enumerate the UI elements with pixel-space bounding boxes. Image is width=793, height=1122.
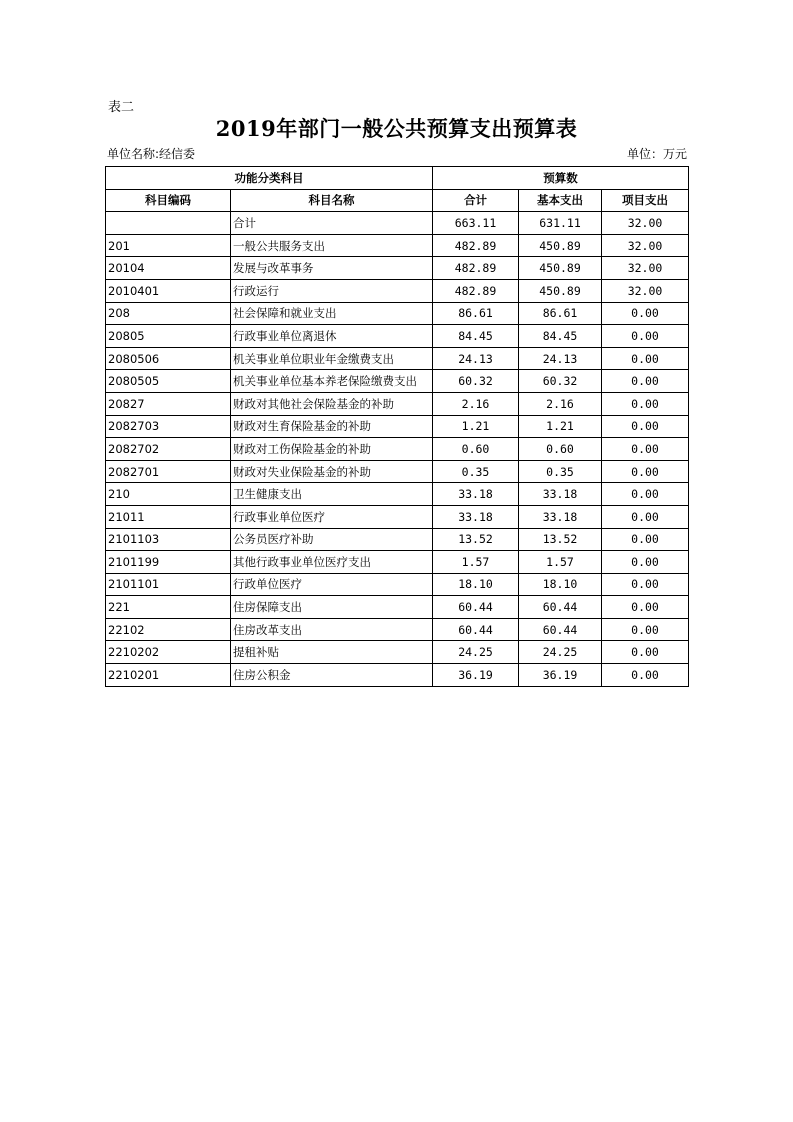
cell-basic: 631.11	[519, 212, 602, 235]
cell-project: 0.00	[602, 392, 689, 415]
cell-name: 住房改革支出	[231, 618, 433, 641]
cell-basic: 1.57	[519, 551, 602, 574]
cell-name: 财政对工伤保险基金的补助	[231, 438, 433, 461]
cell-code: 2101101	[106, 573, 231, 596]
cell-code: 2101199	[106, 551, 231, 574]
header-budget-amount: 预算数	[433, 167, 689, 190]
table-row	[106, 641, 689, 664]
cell-code	[106, 212, 231, 235]
header-functional-classification: 功能分类科目	[106, 167, 433, 190]
cell-project: 0.00	[602, 415, 689, 438]
table-row	[106, 438, 689, 461]
cell-total: 0.35	[433, 460, 519, 483]
cell-total: 36.19	[433, 664, 519, 687]
cell-project: 32.00	[602, 212, 689, 235]
table-row	[106, 325, 689, 348]
cell-total: 60.44	[433, 618, 519, 641]
cell-name: 社会保障和就业支出	[231, 302, 433, 325]
header-code: 科目编码	[106, 189, 231, 212]
page-tag: 表二	[108, 100, 135, 115]
page-title: 2019年部门一般公共预算支出预算表	[215, 116, 578, 141]
cell-name: 行政单位医疗	[231, 573, 433, 596]
cell-basic: 1.21	[519, 415, 602, 438]
table-row	[106, 347, 689, 370]
cell-total: 663.11	[433, 212, 519, 235]
cell-project: 0.00	[602, 528, 689, 551]
cell-code: 2082701	[106, 460, 231, 483]
table-row	[106, 234, 689, 257]
table-row	[106, 528, 689, 551]
cell-project: 0.00	[602, 460, 689, 483]
table-row	[106, 257, 689, 280]
cell-total: 33.18	[433, 483, 519, 506]
cell-total: 482.89	[433, 279, 519, 302]
cell-name: 发展与改革事务	[231, 257, 433, 280]
table-row	[106, 573, 689, 596]
cell-name: 机关事业单位职业年金缴费支出	[231, 347, 433, 370]
table-row	[106, 664, 689, 687]
cell-code: 20805	[106, 325, 231, 348]
cell-total: 482.89	[433, 257, 519, 280]
cell-basic: 450.89	[519, 257, 602, 280]
table-row	[106, 596, 689, 619]
cell-basic: 18.10	[519, 573, 602, 596]
cell-total: 86.61	[433, 302, 519, 325]
cell-code: 2210202	[106, 641, 231, 664]
cell-total: 24.13	[433, 347, 519, 370]
cell-project: 0.00	[602, 664, 689, 687]
cell-total: 2.16	[433, 392, 519, 415]
cell-name: 卫生健康支出	[231, 483, 433, 506]
cell-name: 行政事业单位医疗	[231, 505, 433, 528]
cell-basic: 13.52	[519, 528, 602, 551]
cell-total: 0.60	[433, 438, 519, 461]
cell-name: 行政运行	[231, 279, 433, 302]
cell-basic: 36.19	[519, 664, 602, 687]
table-row	[106, 302, 689, 325]
cell-code: 2082703	[106, 415, 231, 438]
cell-total: 33.18	[433, 505, 519, 528]
cell-name: 住房保障支出	[231, 596, 433, 619]
cell-basic: 450.89	[519, 234, 602, 257]
cell-project: 0.00	[602, 438, 689, 461]
cell-total: 24.25	[433, 641, 519, 664]
cell-code: 2101103	[106, 528, 231, 551]
cell-basic: 450.89	[519, 279, 602, 302]
cell-basic: 84.45	[519, 325, 602, 348]
cell-project: 0.00	[602, 325, 689, 348]
table-row	[106, 212, 689, 235]
cell-basic: 24.13	[519, 347, 602, 370]
cell-code: 208	[106, 302, 231, 325]
cell-total: 482.89	[433, 234, 519, 257]
budget-table	[105, 166, 689, 687]
cell-code: 2080506	[106, 347, 231, 370]
cell-code: 2082702	[106, 438, 231, 461]
table-row	[106, 483, 689, 506]
cell-basic: 60.44	[519, 596, 602, 619]
cell-basic: 0.35	[519, 460, 602, 483]
cell-code: 221	[106, 596, 231, 619]
table-row	[106, 370, 689, 393]
cell-project: 32.00	[602, 234, 689, 257]
cell-total: 60.44	[433, 596, 519, 619]
cell-basic: 33.18	[519, 483, 602, 506]
currency-unit: 单位：万元	[626, 147, 687, 161]
table-row	[106, 505, 689, 528]
cell-basic: 24.25	[519, 641, 602, 664]
cell-project: 0.00	[602, 370, 689, 393]
cell-basic: 60.44	[519, 618, 602, 641]
cell-name: 提租补贴	[231, 641, 433, 664]
cell-code: 2010401	[106, 279, 231, 302]
cell-basic: 86.61	[519, 302, 602, 325]
cell-project: 0.00	[602, 551, 689, 574]
table-row	[106, 392, 689, 415]
cell-project: 32.00	[602, 257, 689, 280]
cell-basic: 0.60	[519, 438, 602, 461]
table-row	[106, 279, 689, 302]
cell-code: 210	[106, 483, 231, 506]
cell-total: 13.52	[433, 528, 519, 551]
cell-name: 公务员医疗补助	[231, 528, 433, 551]
cell-name: 机关事业单位基本养老保险缴费支出	[231, 370, 433, 393]
table-row	[106, 551, 689, 574]
table-row	[106, 415, 689, 438]
cell-project: 0.00	[602, 618, 689, 641]
unit-name: 单位名称:经信委	[107, 147, 196, 161]
cell-code: 201	[106, 234, 231, 257]
cell-name: 行政事业单位离退休	[231, 325, 433, 348]
cell-basic: 33.18	[519, 505, 602, 528]
cell-project: 32.00	[602, 279, 689, 302]
cell-code: 21011	[106, 505, 231, 528]
cell-name: 一般公共服务支出	[231, 234, 433, 257]
cell-project: 0.00	[602, 573, 689, 596]
table-row	[106, 460, 689, 483]
cell-basic: 60.32	[519, 370, 602, 393]
cell-name: 其他行政事业单位医疗支出	[231, 551, 433, 574]
cell-code: 2080505	[106, 370, 231, 393]
cell-name: 财政对失业保险基金的补助	[231, 460, 433, 483]
header-name: 科目名称	[231, 189, 433, 212]
cell-name: 财政对其他社会保险基金的补助	[231, 392, 433, 415]
header-project: 项目支出	[602, 189, 689, 212]
cell-code: 20104	[106, 257, 231, 280]
header-basic: 基本支出	[519, 189, 602, 212]
cell-project: 0.00	[602, 483, 689, 506]
cell-code: 2210201	[106, 664, 231, 687]
header-total: 合计	[433, 189, 519, 212]
cell-total: 1.21	[433, 415, 519, 438]
cell-code: 20827	[106, 392, 231, 415]
cell-total: 18.10	[433, 573, 519, 596]
cell-name: 住房公积金	[231, 664, 433, 687]
cell-basic: 2.16	[519, 392, 602, 415]
cell-project: 0.00	[602, 302, 689, 325]
cell-name: 合计	[231, 212, 433, 235]
cell-total: 84.45	[433, 325, 519, 348]
cell-project: 0.00	[602, 596, 689, 619]
cell-project: 0.00	[602, 505, 689, 528]
cell-total: 1.57	[433, 551, 519, 574]
cell-project: 0.00	[602, 641, 689, 664]
table-row	[106, 618, 689, 641]
cell-project: 0.00	[602, 347, 689, 370]
cell-name: 财政对生育保险基金的补助	[231, 415, 433, 438]
cell-total: 60.32	[433, 370, 519, 393]
cell-code: 22102	[106, 618, 231, 641]
